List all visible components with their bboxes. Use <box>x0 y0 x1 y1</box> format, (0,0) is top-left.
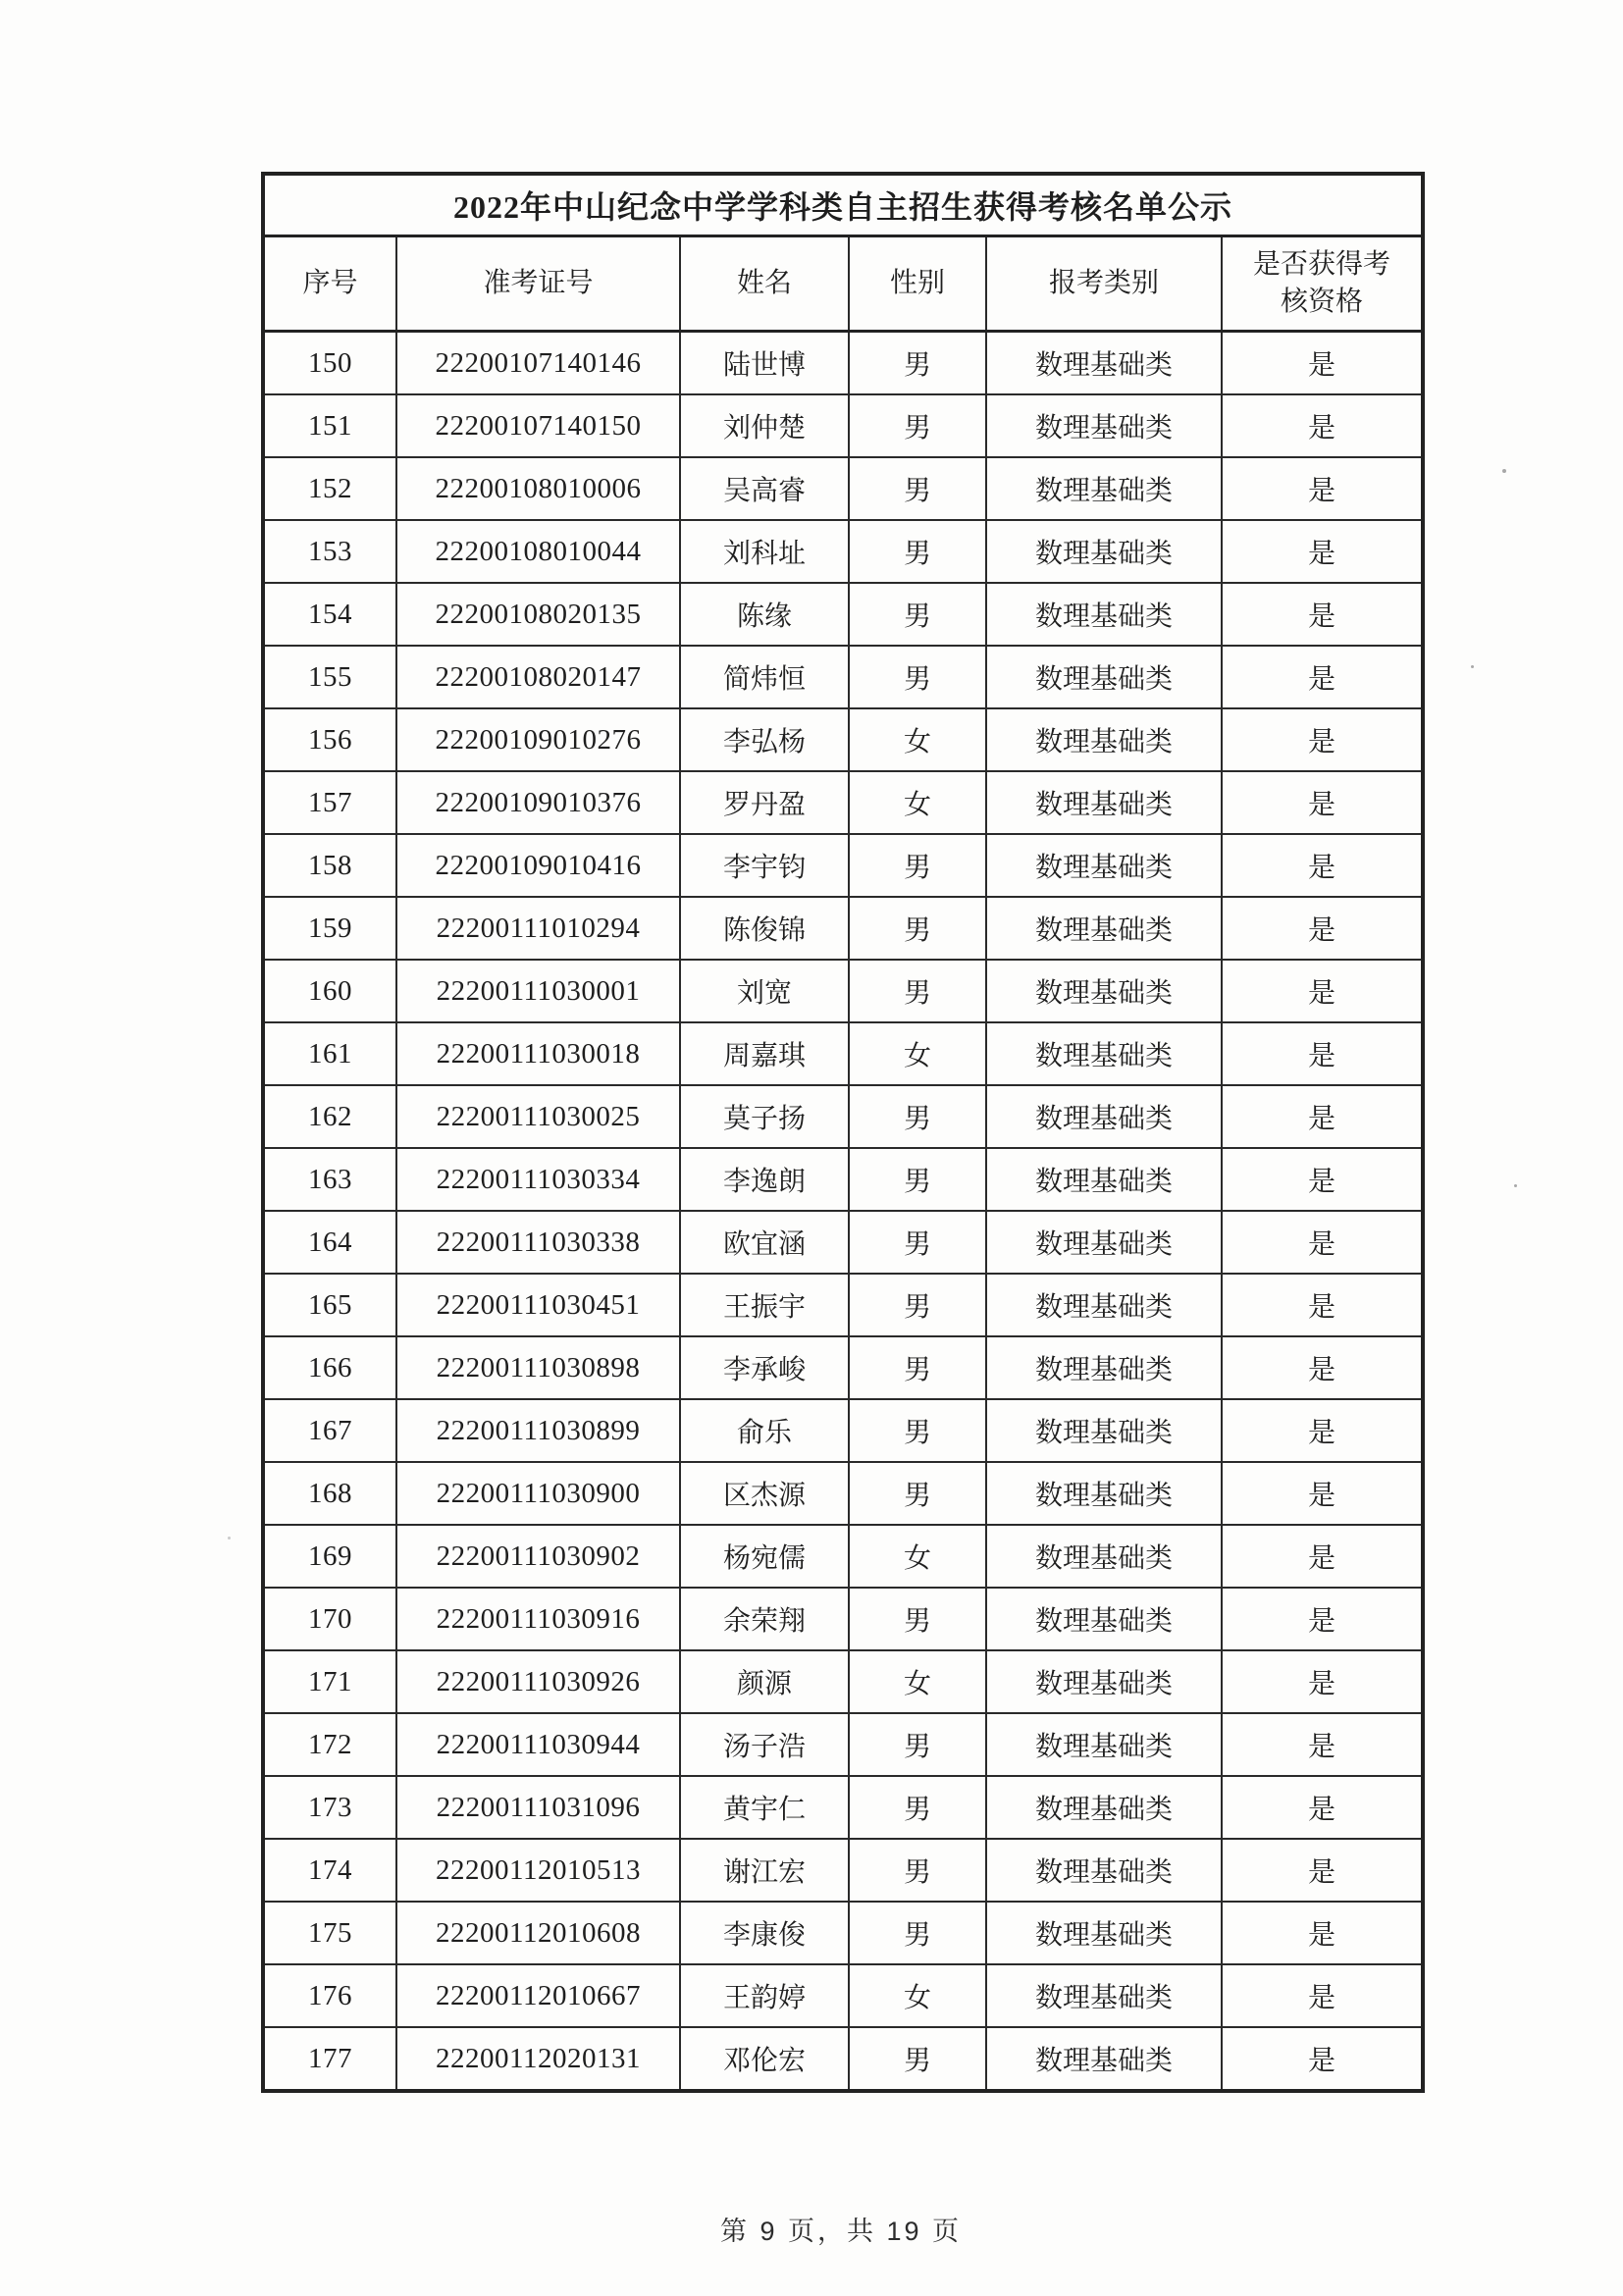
cell-qualified: 是 <box>1222 771 1423 834</box>
cell-ticket: 22200107140150 <box>396 394 680 457</box>
cell-qualified: 是 <box>1222 457 1423 520</box>
table-row <box>263 1713 1423 1776</box>
cell-ticket: 22200111030926 <box>396 1650 680 1713</box>
column-header-category: 报考类别 <box>986 236 1222 332</box>
cell-name: 区杰源 <box>680 1462 849 1525</box>
cell-ticket: 22200111030334 <box>396 1148 680 1211</box>
cell-category: 数理基础类 <box>986 1588 1222 1650</box>
cell-gender: 男 <box>849 1902 986 1964</box>
cell-category: 数理基础类 <box>986 332 1222 395</box>
cell-gender: 女 <box>849 1525 986 1588</box>
cell-category: 数理基础类 <box>986 1399 1222 1462</box>
cell-category: 数理基础类 <box>986 457 1222 520</box>
cell-category: 数理基础类 <box>986 2027 1222 2091</box>
cell-qualified: 是 <box>1222 708 1423 771</box>
cell-serial: 168 <box>263 1462 396 1525</box>
table-row <box>263 1148 1423 1211</box>
cell-name: 王振宇 <box>680 1274 849 1336</box>
table-row <box>263 1399 1423 1462</box>
cell-gender: 男 <box>849 1713 986 1776</box>
cell-gender: 男 <box>849 457 986 520</box>
table-title-row <box>263 174 1423 236</box>
cell-ticket: 22200109010416 <box>396 834 680 897</box>
cell-gender: 女 <box>849 1650 986 1713</box>
table-row <box>263 1022 1423 1085</box>
cell-name: 周嘉琪 <box>680 1022 849 1085</box>
cell-ticket: 22200111030916 <box>396 1588 680 1650</box>
cell-gender: 男 <box>849 394 986 457</box>
cell-serial: 175 <box>263 1902 396 1964</box>
table-row <box>263 1588 1423 1650</box>
cell-category: 数理基础类 <box>986 1525 1222 1588</box>
column-header-qualified: 是否获得考核资格 <box>1222 236 1423 332</box>
table-row <box>263 1650 1423 1713</box>
cell-name: 简炜恒 <box>680 646 849 708</box>
column-header-ticket: 准考证号 <box>396 236 680 332</box>
table-row <box>263 1274 1423 1336</box>
table-row <box>263 457 1423 520</box>
cell-ticket: 22200111030001 <box>396 960 680 1022</box>
cell-serial: 169 <box>263 1525 396 1588</box>
cell-serial: 164 <box>263 1211 396 1274</box>
cell-gender: 男 <box>849 646 986 708</box>
cell-serial: 171 <box>263 1650 396 1713</box>
cell-serial: 172 <box>263 1713 396 1776</box>
cell-category: 数理基础类 <box>986 1148 1222 1211</box>
table-row <box>263 897 1423 960</box>
cell-ticket: 22200112010667 <box>396 1964 680 2027</box>
cell-name: 陆世博 <box>680 332 849 395</box>
table-row <box>263 708 1423 771</box>
column-header-name: 姓名 <box>680 236 849 332</box>
cell-serial: 173 <box>263 1776 396 1839</box>
cell-category: 数理基础类 <box>986 583 1222 646</box>
cell-name: 刘宽 <box>680 960 849 1022</box>
cell-qualified: 是 <box>1222 1399 1423 1462</box>
cell-name: 陈俊锦 <box>680 897 849 960</box>
cell-name: 刘仲楚 <box>680 394 849 457</box>
cell-ticket: 22200111030898 <box>396 1336 680 1399</box>
cell-ticket: 22200112020131 <box>396 2027 680 2091</box>
cell-name: 陈缘 <box>680 583 849 646</box>
cell-qualified: 是 <box>1222 834 1423 897</box>
cell-qualified: 是 <box>1222 1462 1423 1525</box>
cell-serial: 158 <box>263 834 396 897</box>
cell-name: 谢江宏 <box>680 1839 849 1902</box>
cell-qualified: 是 <box>1222 897 1423 960</box>
cell-ticket: 22200108010006 <box>396 457 680 520</box>
admission-qualification-table <box>261 172 1425 2093</box>
cell-ticket: 22200111030025 <box>396 1085 680 1148</box>
cell-qualified: 是 <box>1222 1839 1423 1902</box>
table-row <box>263 646 1423 708</box>
cell-category: 数理基础类 <box>986 1650 1222 1713</box>
cell-category: 数理基础类 <box>986 1085 1222 1148</box>
cell-gender: 男 <box>849 897 986 960</box>
cell-category: 数理基础类 <box>986 1964 1222 2027</box>
cell-qualified: 是 <box>1222 332 1423 395</box>
cell-category: 数理基础类 <box>986 1022 1222 1085</box>
cell-ticket: 22200109010276 <box>396 708 680 771</box>
scan-speck <box>1514 1184 1517 1187</box>
cell-qualified: 是 <box>1222 1085 1423 1148</box>
cell-qualified: 是 <box>1222 2027 1423 2091</box>
cell-gender: 男 <box>849 834 986 897</box>
cell-category: 数理基础类 <box>986 771 1222 834</box>
scan-speck <box>228 1537 231 1539</box>
cell-serial: 153 <box>263 520 396 583</box>
cell-category: 数理基础类 <box>986 646 1222 708</box>
cell-serial: 163 <box>263 1148 396 1211</box>
cell-serial: 154 <box>263 583 396 646</box>
cell-ticket: 22200112010608 <box>396 1902 680 1964</box>
table-row <box>263 1964 1423 2027</box>
cell-name: 李康俊 <box>680 1902 849 1964</box>
cell-name: 黄宇仁 <box>680 1776 849 1839</box>
table-row <box>263 1085 1423 1148</box>
cell-gender: 男 <box>849 1462 986 1525</box>
cell-gender: 男 <box>849 332 986 395</box>
cell-category: 数理基础类 <box>986 520 1222 583</box>
cell-ticket: 22200111030900 <box>396 1462 680 1525</box>
cell-ticket: 22200111030899 <box>396 1399 680 1462</box>
cell-serial: 151 <box>263 394 396 457</box>
cell-gender: 男 <box>849 1274 986 1336</box>
cell-serial: 152 <box>263 457 396 520</box>
table-row <box>263 834 1423 897</box>
cell-gender: 女 <box>849 1022 986 1085</box>
cell-ticket: 22200111030018 <box>396 1022 680 1085</box>
cell-qualified: 是 <box>1222 1211 1423 1274</box>
cell-serial: 176 <box>263 1964 396 2027</box>
cell-name: 汤子浩 <box>680 1713 849 1776</box>
cell-category: 数理基础类 <box>986 834 1222 897</box>
cell-serial: 174 <box>263 1839 396 1902</box>
cell-name: 杨宛儒 <box>680 1525 849 1588</box>
cell-serial: 159 <box>263 897 396 960</box>
cell-serial: 156 <box>263 708 396 771</box>
cell-name: 李弘杨 <box>680 708 849 771</box>
cell-name: 李宇钧 <box>680 834 849 897</box>
cell-qualified: 是 <box>1222 1964 1423 2027</box>
cell-ticket: 22200111030944 <box>396 1713 680 1776</box>
cell-gender: 女 <box>849 771 986 834</box>
column-header-gender: 性别 <box>849 236 986 332</box>
cell-qualified: 是 <box>1222 1274 1423 1336</box>
table-row <box>263 520 1423 583</box>
cell-qualified: 是 <box>1222 1525 1423 1588</box>
cell-category: 数理基础类 <box>986 1211 1222 1274</box>
cell-serial: 177 <box>263 2027 396 2091</box>
cell-qualified: 是 <box>1222 1148 1423 1211</box>
cell-name: 罗丹盈 <box>680 771 849 834</box>
cell-ticket: 22200112010513 <box>396 1839 680 1902</box>
cell-gender: 男 <box>849 1336 986 1399</box>
cell-gender: 男 <box>849 1839 986 1902</box>
cell-category: 数理基础类 <box>986 1274 1222 1336</box>
cell-category: 数理基础类 <box>986 897 1222 960</box>
cell-name: 余荣翔 <box>680 1588 849 1650</box>
cell-name: 李承峻 <box>680 1336 849 1399</box>
cell-qualified: 是 <box>1222 583 1423 646</box>
cell-name: 吴高睿 <box>680 457 849 520</box>
table-row <box>263 332 1423 395</box>
cell-category: 数理基础类 <box>986 1839 1222 1902</box>
cell-category: 数理基础类 <box>986 960 1222 1022</box>
table-row <box>263 1211 1423 1274</box>
cell-serial: 155 <box>263 646 396 708</box>
cell-ticket: 22200111030902 <box>396 1525 680 1588</box>
cell-name: 莫子扬 <box>680 1085 849 1148</box>
cell-qualified: 是 <box>1222 1713 1423 1776</box>
cell-gender: 男 <box>849 1588 986 1650</box>
cell-category: 数理基础类 <box>986 394 1222 457</box>
cell-ticket: 22200108020135 <box>396 583 680 646</box>
table-header-row <box>263 236 1423 332</box>
table-row <box>263 1839 1423 1902</box>
cell-qualified: 是 <box>1222 520 1423 583</box>
table-row <box>263 583 1423 646</box>
cell-name: 俞乐 <box>680 1399 849 1462</box>
cell-serial: 160 <box>263 960 396 1022</box>
cell-name: 李逸朗 <box>680 1148 849 1211</box>
cell-serial: 166 <box>263 1336 396 1399</box>
table-row <box>263 1776 1423 1839</box>
cell-serial: 162 <box>263 1085 396 1148</box>
cell-category: 数理基础类 <box>986 1776 1222 1839</box>
cell-qualified: 是 <box>1222 1902 1423 1964</box>
cell-name: 颜源 <box>680 1650 849 1713</box>
cell-qualified: 是 <box>1222 394 1423 457</box>
cell-qualified: 是 <box>1222 960 1423 1022</box>
cell-category: 数理基础类 <box>986 1902 1222 1964</box>
cell-ticket: 22200111030451 <box>396 1274 680 1336</box>
cell-category: 数理基础类 <box>986 708 1222 771</box>
cell-qualified: 是 <box>1222 1336 1423 1399</box>
cell-qualified: 是 <box>1222 1776 1423 1839</box>
table-row <box>263 1336 1423 1399</box>
cell-qualified: 是 <box>1222 646 1423 708</box>
cell-ticket: 22200108020147 <box>396 646 680 708</box>
cell-serial: 161 <box>263 1022 396 1085</box>
cell-category: 数理基础类 <box>986 1713 1222 1776</box>
cell-name: 欧宜涵 <box>680 1211 849 1274</box>
cell-ticket: 22200111010294 <box>396 897 680 960</box>
cell-ticket: 22200111030338 <box>396 1211 680 1274</box>
cell-gender: 男 <box>849 2027 986 2091</box>
cell-ticket: 22200109010376 <box>396 771 680 834</box>
cell-serial: 165 <box>263 1274 396 1336</box>
cell-name: 王韵婷 <box>680 1964 849 2027</box>
scan-speck <box>1502 469 1506 473</box>
table-row <box>263 1902 1423 1964</box>
table-row <box>263 2027 1423 2091</box>
cell-ticket: 22200108010044 <box>396 520 680 583</box>
cell-gender: 男 <box>849 1776 986 1839</box>
scan-speck <box>1471 665 1474 668</box>
cell-gender: 男 <box>849 1085 986 1148</box>
table-title: 2022年中山纪念中学学科类自主招生获得考核名单公示 <box>263 174 1423 236</box>
cell-gender: 女 <box>849 708 986 771</box>
cell-qualified: 是 <box>1222 1650 1423 1713</box>
cell-name: 邓伦宏 <box>680 2027 849 2091</box>
cell-ticket: 22200111031096 <box>396 1776 680 1839</box>
page-number-footer: 第 9 页，共 19 页 <box>719 2217 963 2246</box>
cell-gender: 男 <box>849 1399 986 1462</box>
table-row <box>263 1462 1423 1525</box>
table-row <box>263 394 1423 457</box>
table-row <box>263 1525 1423 1588</box>
table-row <box>263 771 1423 834</box>
cell-ticket: 22200107140146 <box>396 332 680 395</box>
column-header-serial: 序号 <box>263 236 396 332</box>
cell-serial: 157 <box>263 771 396 834</box>
cell-gender: 男 <box>849 520 986 583</box>
cell-serial: 167 <box>263 1399 396 1462</box>
cell-serial: 150 <box>263 332 396 395</box>
cell-qualified: 是 <box>1222 1022 1423 1085</box>
cell-gender: 男 <box>849 960 986 1022</box>
cell-gender: 男 <box>849 1211 986 1274</box>
table-row <box>263 960 1423 1022</box>
cell-gender: 女 <box>849 1964 986 2027</box>
table-body <box>263 332 1423 2092</box>
cell-gender: 男 <box>849 583 986 646</box>
cell-category: 数理基础类 <box>986 1462 1222 1525</box>
cell-qualified: 是 <box>1222 1588 1423 1650</box>
cell-gender: 男 <box>849 1148 986 1211</box>
cell-category: 数理基础类 <box>986 1336 1222 1399</box>
cell-serial: 170 <box>263 1588 396 1650</box>
cell-name: 刘科址 <box>680 520 849 583</box>
